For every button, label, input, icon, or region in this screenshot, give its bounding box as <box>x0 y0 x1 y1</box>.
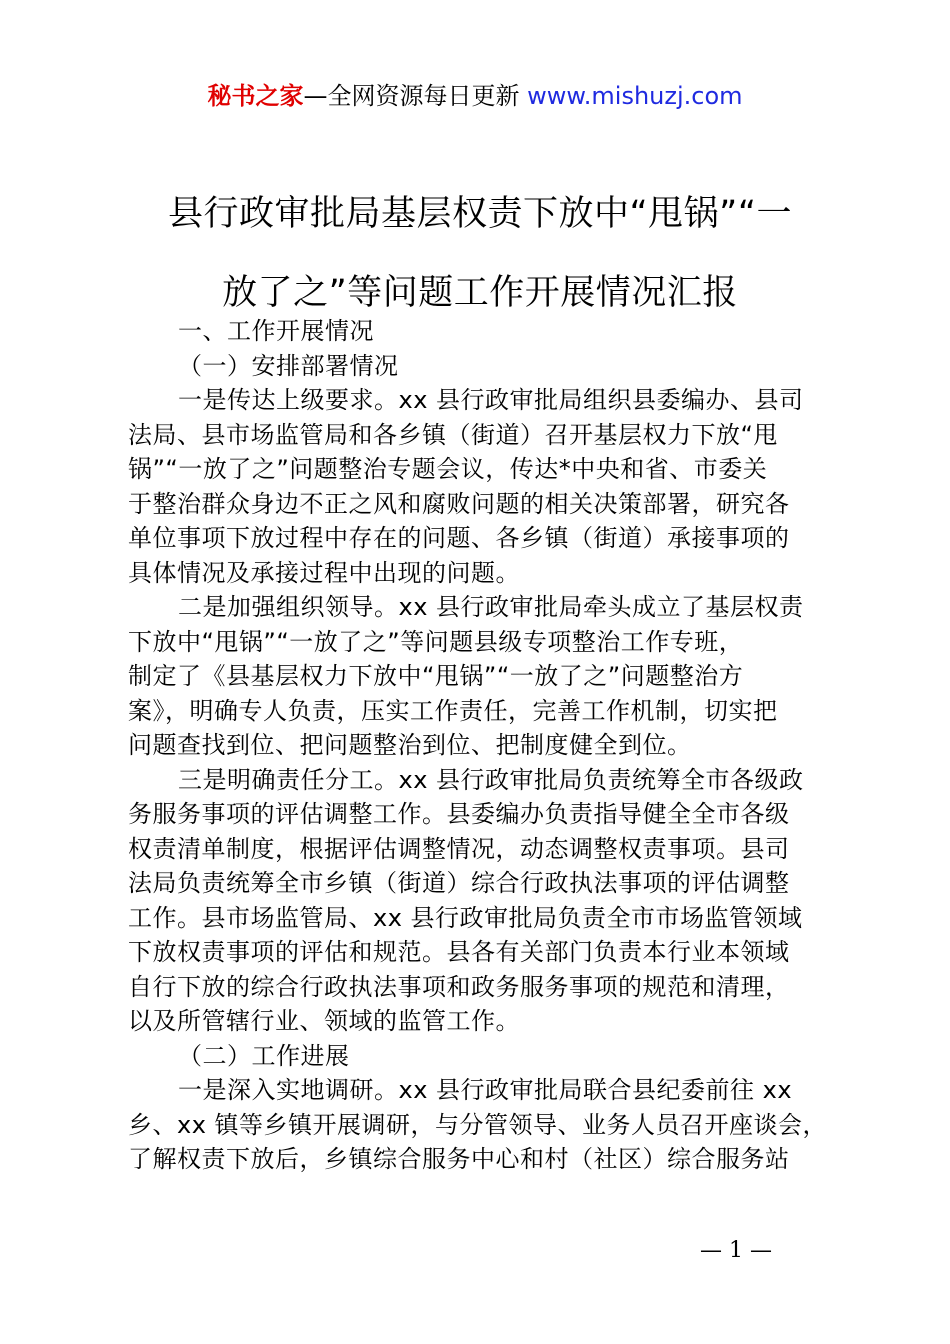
paragraph-line: 锅”“一放了之”问题整治专题会议，传达*中央和省、市委关 <box>128 455 768 483</box>
site-header <box>0 78 950 114</box>
paragraph-line: 问题查找到位、把问题整治到位、把制度健全到位。 <box>128 731 692 759</box>
paragraph-line: 务服务事项的评估调整工作。县委编办负责指导健全全市各级 <box>128 800 790 828</box>
paragraph-line: 具体情况及承接过程中出现的问题。 <box>128 558 520 587</box>
brand-name: 秘书之家 <box>207 82 304 110</box>
site-url[interactable]: www.mishuzj.com <box>527 82 743 110</box>
paragraph-line: 一是深入实地调研。xx 县行政审批局联合县纪委前往 xx <box>178 1076 793 1104</box>
paragraph-line: 法局负责统筹全市乡镇（街道）综合行政执法事项的评估调整 <box>128 869 790 897</box>
paragraph-line: 案》，明确专人负责，压实工作责任，完善工作机制，切实把 <box>128 696 778 725</box>
subsection-heading: （二）工作进展 <box>178 1041 350 1070</box>
paragraph-line: 以及所管辖行业、领域的监管工作。 <box>128 1007 520 1035</box>
paragraph-line: 下放权责事项的评估和规范。县各有关部门负责本行业本领域 <box>128 938 790 966</box>
paragraph-line: 乡、xx 镇等乡镇开展调研，与分管领导、业务人员召开座谈会， <box>128 1110 828 1139</box>
section-heading: 一、工作开展情况 <box>178 317 374 345</box>
paragraph-line: 工作。县市场监管局、xx 县行政审批局负责全市市场监管领域 <box>128 903 803 932</box>
paragraph-line: 制定了《县基层权力下放中“甩锅”“一放了之”问题整治方 <box>128 662 744 690</box>
paragraph-line: 单位事项下放过程中存在的问题、各乡镇（街道）承接事项的 <box>128 524 790 552</box>
document-body <box>128 314 840 1177</box>
paragraph-line: 下放中“甩锅”“一放了之”等问题县级专项整治工作专班， <box>128 627 744 656</box>
subsection-heading: （一）安排部署情况 <box>178 351 399 380</box>
title-line-2: 放了之”等问题工作开展情况汇报 <box>222 273 738 313</box>
page-number: — 1 — <box>700 1238 772 1263</box>
paragraph-line: 了解权责下放后，乡镇综合服务中心和村（社区）综合服务站 <box>128 1145 790 1173</box>
paragraph-line: 自行下放的综合行政执法事项和政务服务事项的规范和清理， <box>128 972 790 1001</box>
paragraph-line: 权责清单制度，根据评估调整情况，动态调整权责事项。县司 <box>128 834 790 863</box>
paragraph-line: 一是传达上级要求。xx 县行政审批局组织县委编办、县司 <box>178 386 804 414</box>
paragraph-line: 三是明确责任分工。xx 县行政审批局负责统筹全市各级政 <box>178 765 804 794</box>
paragraph-line: 于整治群众身边不正之风和腐败问题的相关决策部署，研究各 <box>128 489 790 518</box>
header-slogan: —全网资源每日更新 <box>303 82 520 110</box>
title-line-1: 县行政审批局基层权责下放中“甩锅”“一 <box>168 194 792 234</box>
paragraph-line: 二是加强组织领导。xx 县行政审批局牵头成立了基层权责 <box>178 593 804 621</box>
paragraph-line: 法局、县市场监管局和各乡镇（街道）召开基层权力下放“甩 <box>128 420 778 449</box>
